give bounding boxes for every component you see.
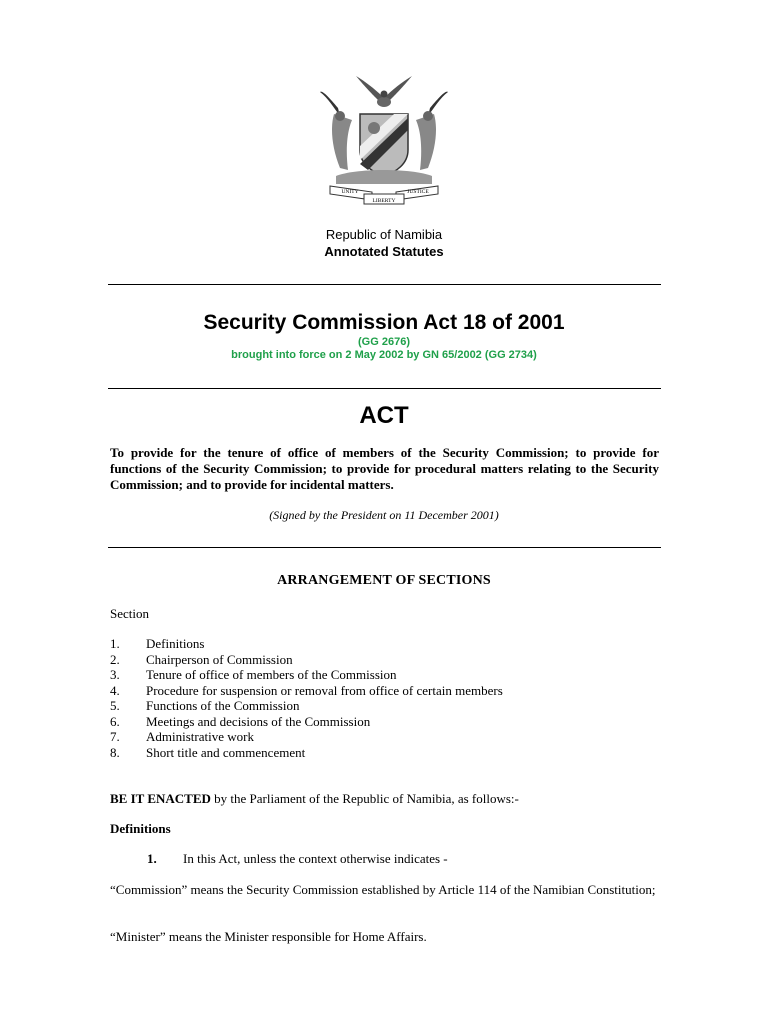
act-title: Security Commission Act 18 of 2001 [203,311,565,334]
section-title: Meetings and decisions of the Commission [146,713,371,729]
section-title: Administrative work [146,729,254,744]
section-item-8 [110,745,630,761]
section-title: Short title and commencement [146,744,306,760]
section-title: Procedure for suspension or removal from office of certain members [146,682,503,698]
section-item-6 [110,714,630,730]
section-number: 7. [110,729,120,744]
sections-list [110,636,630,760]
namibia-coat-of-arms-icon [316,68,452,208]
section-number: 5. [110,698,120,713]
signed-note: (Signed by the President on 11 December 2001) [269,508,499,522]
section-title: Tenure of office of members of the Commission [146,667,397,682]
annotated-statutes-label: Annotated Statutes [324,244,444,259]
enacting-formula [110,791,519,807]
section-number: 4. [110,682,120,698]
divider [108,388,661,389]
definition-commission: “Commission” means the Security Commission established by Article 114 of the Namibian Constitution; [110,882,656,897]
section-item-5 [110,698,630,714]
act-heading: ACT [359,402,409,429]
section-item-2 [110,652,630,668]
enacting-formula-text: by the Parliament of the Republic of Namibia, as follows:- [210,791,519,806]
section-number: 6. [110,713,120,729]
definitions-heading: Definitions [110,821,171,836]
section-item-4 [110,683,630,699]
section-number: 2. [110,651,120,667]
section-title: Chairperson of Commission [146,651,293,667]
section-title: Definitions [146,636,205,651]
section-1-text: In this Act, unless the context otherwise indicates - [183,851,448,866]
definition-minister: “Minister” means the Minister responsible for Home Affairs. [110,929,427,944]
motto-justice: JUSTICE [407,189,429,195]
arrangement-heading: ARRANGEMENT OF SECTIONS [277,573,491,588]
section-number: 3. [110,667,120,682]
section-column-label: Section [110,606,149,621]
enacting-formula-bold: BE IT ENACTED [110,791,211,806]
section-title: Functions of the Commission [146,698,300,713]
gazette-reference: (GG 2676) [358,336,410,348]
long-title: To provide for the tenure of office of members of the Security Commission; to provide for functions of the Security Commission; to provide for procedural matters relating to the Security Commission; and to provide for incidental matters. [110,445,659,492]
commencement-note: brought into force on 2 May 2002 by GN 65/2002 (GG 2734) [231,349,537,361]
section-item-3 [110,667,630,683]
republic-label: Republic of Namibia [325,227,443,242]
section-1-number: 1. [147,851,157,866]
divider [108,547,661,548]
divider [108,284,661,285]
section-item-7 [110,729,630,745]
motto-liberty: LIBERTY [372,198,396,204]
motto-unity: UNITY [341,189,359,195]
section-number: 8. [110,744,120,760]
section-number: 1. [110,636,120,651]
section-item-1 [110,636,630,652]
section-1-intro [147,851,448,867]
